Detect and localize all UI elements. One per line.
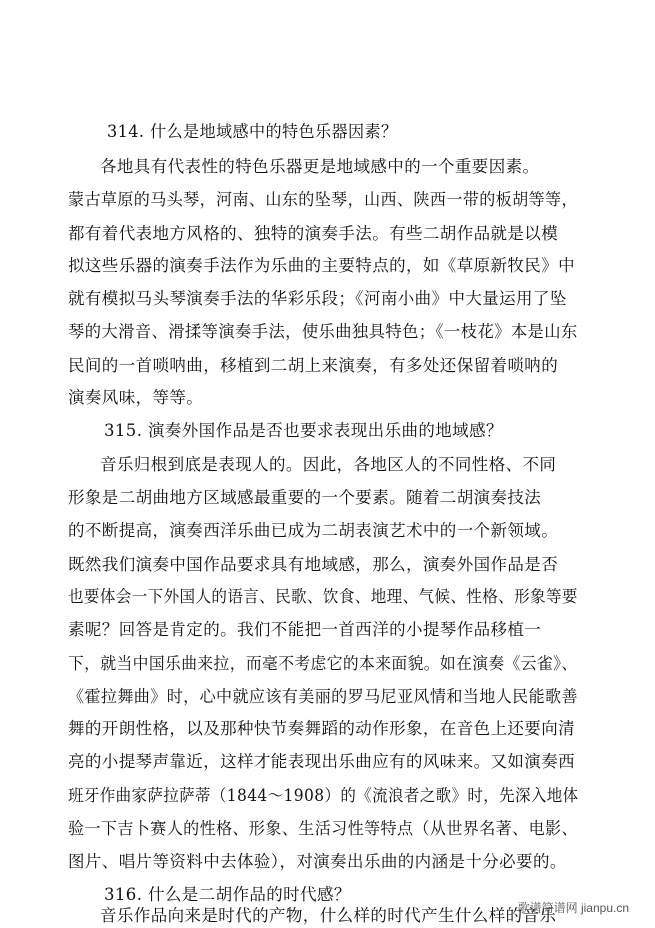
paragraph-line: 既然我们演奏中国作品要求具有地域感，那么，演奏外国作品是否 <box>68 555 559 574</box>
paragraph-line: 都有着代表地方风格的、独特的演奏手法。有些二胡作品就是以模 <box>68 224 559 243</box>
site-watermark: 歌谱简谱网 jianpu.cn <box>517 901 629 915</box>
question-315-heading: 315. 演奏外国作品是否也要求表现出乐曲的地域感？ <box>104 421 503 440</box>
question-316-heading: 316. 什么是二胡作品的时代感？ <box>104 885 351 904</box>
paragraph-line: 音乐归根到底是表现人的。因此，各地区人的不同性格、不同 <box>100 455 557 474</box>
paragraph-line: 琴的大滑音、滑揉等演奏手法，使乐曲独具特色；《一枝花》本是山东 <box>68 322 578 341</box>
paragraph-line: 演奏风味，等等。 <box>68 388 204 407</box>
paragraph-line: 验一下吉卜赛人的性格、形象、生活习性等特点（从世界名著、电影、 <box>68 819 578 838</box>
paragraph-line: 的不断提高，演奏西洋乐曲已成为二胡表演艺术中的一个新领域。 <box>68 521 559 540</box>
paragraph-line: 就有模拟马头琴演奏手法的华彩乐段；《河南小曲》中大量运用了坠 <box>68 289 567 308</box>
paragraph-line: 图片、唱片等资料中去体验），对演奏出乐曲的内涵是十分必要的。 <box>68 852 567 871</box>
paragraph-line: 音乐作品向来是时代的产物，什么样的时代产生什么样的音乐 <box>100 906 557 925</box>
paragraph-line: 班牙作曲家萨拉萨蒂（1844～1908）的《流浪者之歌》时，先深入地体 <box>68 786 579 805</box>
paragraph-line: 素呢？回答是肯定的。我们不能把一首西洋的小提琴作品移植一 <box>68 620 542 639</box>
paragraph-line: 舞的开朗性格，以及那种快节奏舞蹈的动作形象，在音色上还要向清 <box>68 719 575 738</box>
paragraph-line: 各地具有代表性的特色乐器更是地域感中的一个重要因素。 <box>100 157 540 176</box>
paragraph-line: 下，就当中国乐曲来拉，而毫不考虑它的本来面貌。如在演奏《云雀》、 <box>68 654 578 673</box>
paragraph-line: 亮的小提琴声靠近，这样才能表现出乐曲应有的风味来。又如演奏西 <box>68 752 575 771</box>
paragraph-line: 蒙古草原的马头琴，河南、山东的坠琴，山西、陕西一带的板胡等等， <box>68 190 578 209</box>
paragraph-line: 《霍拉舞曲》时，心中就应该有美丽的罗马尼亚风情和当地人民能歌善 <box>68 687 578 706</box>
question-314-heading: 314. 什么是地域感中的特色乐器因素？ <box>107 122 398 141</box>
paragraph-line: 也要体会一下外国人的语言、民歌、饮食、地理、气候、性格、形象等要 <box>68 587 578 606</box>
paragraph-line: 形象是二胡曲地方区域感最重要的一个要素。随着二胡演奏技法 <box>68 488 542 507</box>
paragraph-line: 民间的一首唢呐曲，移植到二胡上来演奏，有多处还保留着唢呐的 <box>68 356 559 375</box>
paragraph-line: 拟这些乐器的演奏手法作为乐曲的主要特点的，如《草原新牧民》中 <box>68 256 575 275</box>
